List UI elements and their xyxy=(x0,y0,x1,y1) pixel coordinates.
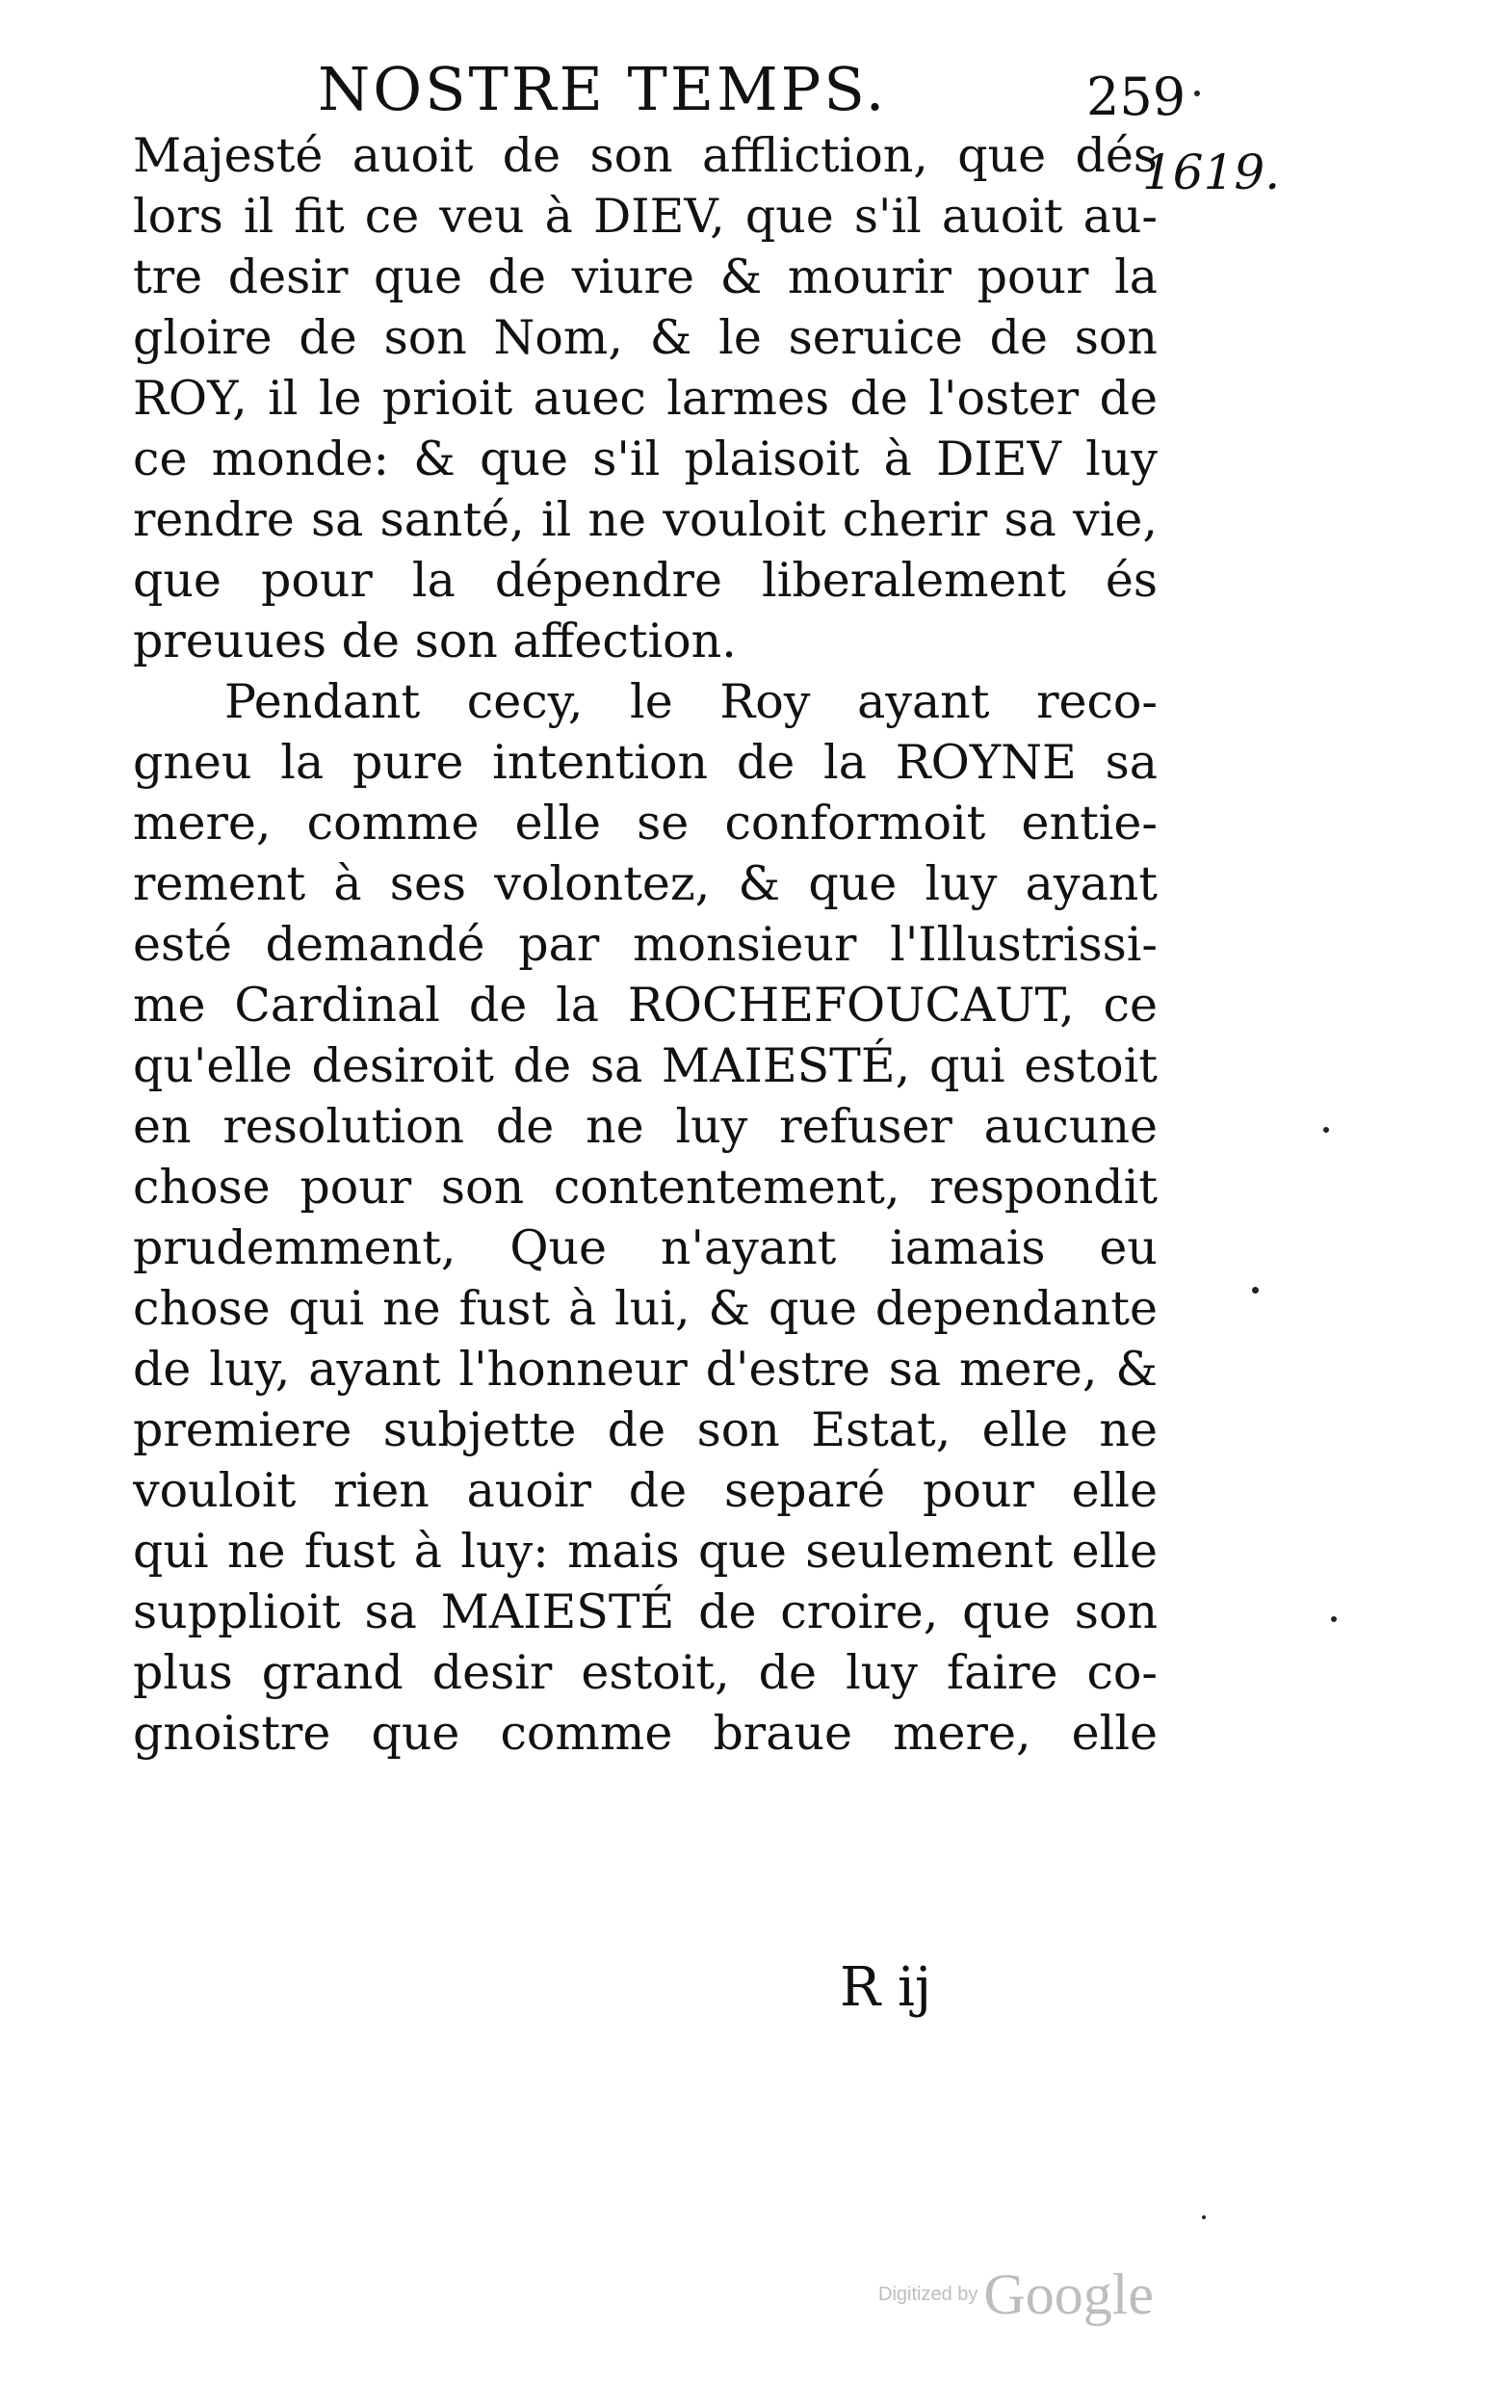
text-line: prudemment, Que n'ayant iamais eu xyxy=(133,1220,1158,1275)
running-title: NOSTRE TEMPS. xyxy=(318,54,888,124)
text-line: qu'elle desiroit de sa MAIESTÉ, qui estoit xyxy=(133,1038,1158,1093)
text-line: qui ne fust à luy: mais que seulement elle xyxy=(133,1524,1158,1579)
text-line: supplioit sa MAIESTÉ de croire, que son xyxy=(133,1584,1158,1639)
watermark-small-text: Digitized by xyxy=(878,2284,978,2305)
scan-speck xyxy=(1323,1127,1329,1133)
text-line: tre desir que de viure & mourir pour la xyxy=(133,249,1158,304)
text-line: rendre sa santé, il ne vouloit cherir sa vie, xyxy=(133,492,1158,547)
text-line: me Cardinal de la ROCHEFOUCAUT, ce xyxy=(133,978,1158,1033)
text-line: en resolution de ne luy refuser aucune xyxy=(133,1099,1158,1154)
text-line: plus grand desir estoit, de luy faire co- xyxy=(133,1645,1158,1700)
signature-mark: R ij xyxy=(840,1956,932,2019)
text-line: de luy, ayant l'honneur d'estre sa mere, & xyxy=(133,1342,1158,1397)
text-line: que pour la dépendre liberalement és xyxy=(133,553,1158,608)
text-line: ROY, il le prioit auec larmes de l'oster de xyxy=(133,371,1158,426)
text-line: chose qui ne fust à lui, & que dependante xyxy=(133,1281,1158,1336)
text-line: gneu la pure intention de la ROYNE sa xyxy=(133,735,1158,790)
scan-speck xyxy=(1331,1616,1337,1622)
paragraph-start-line: Pendant cecy, le Roy ayant reco- xyxy=(224,674,1158,729)
text-line: Majesté auoit de son affliction, que dés xyxy=(133,128,1158,183)
scan-speck xyxy=(1202,2215,1206,2219)
text-line: gnoistre que comme braue mere, elle xyxy=(133,1706,1158,1761)
digitized-watermark xyxy=(878,2262,1154,2328)
body-text xyxy=(133,125,1158,1764)
scan-speck xyxy=(1194,91,1200,96)
text-line: vouloit rien auoir de separé pour elle xyxy=(133,1463,1158,1518)
text-line: premiere subjette de son Estat, elle ne xyxy=(133,1402,1158,1457)
text-line: mere, comme elle se conformoit entie- xyxy=(133,796,1158,851)
text-line: rement à ses volontez, & que luy ayant xyxy=(133,856,1158,911)
watermark-brand-text: Google xyxy=(983,2263,1155,2326)
text-line: gloire de son Nom, & le seruice de son xyxy=(133,310,1158,365)
text-line: preuues de son affection. xyxy=(133,614,737,668)
page-number: 259 xyxy=(1086,66,1186,127)
text-line: chose pour son contentement, respondit xyxy=(133,1160,1158,1215)
text-line: esté demandé par monsieur l'Illustrissi- xyxy=(133,917,1158,972)
margin-year-note: 1619. xyxy=(1142,144,1281,200)
text-line: ce monde: & que s'il plaisoit à DIEV luy xyxy=(133,432,1158,486)
scan-speck xyxy=(1252,1287,1259,1294)
text-line: lors il fit ce veu à DIEV, que s'il auoit au- xyxy=(133,189,1158,244)
